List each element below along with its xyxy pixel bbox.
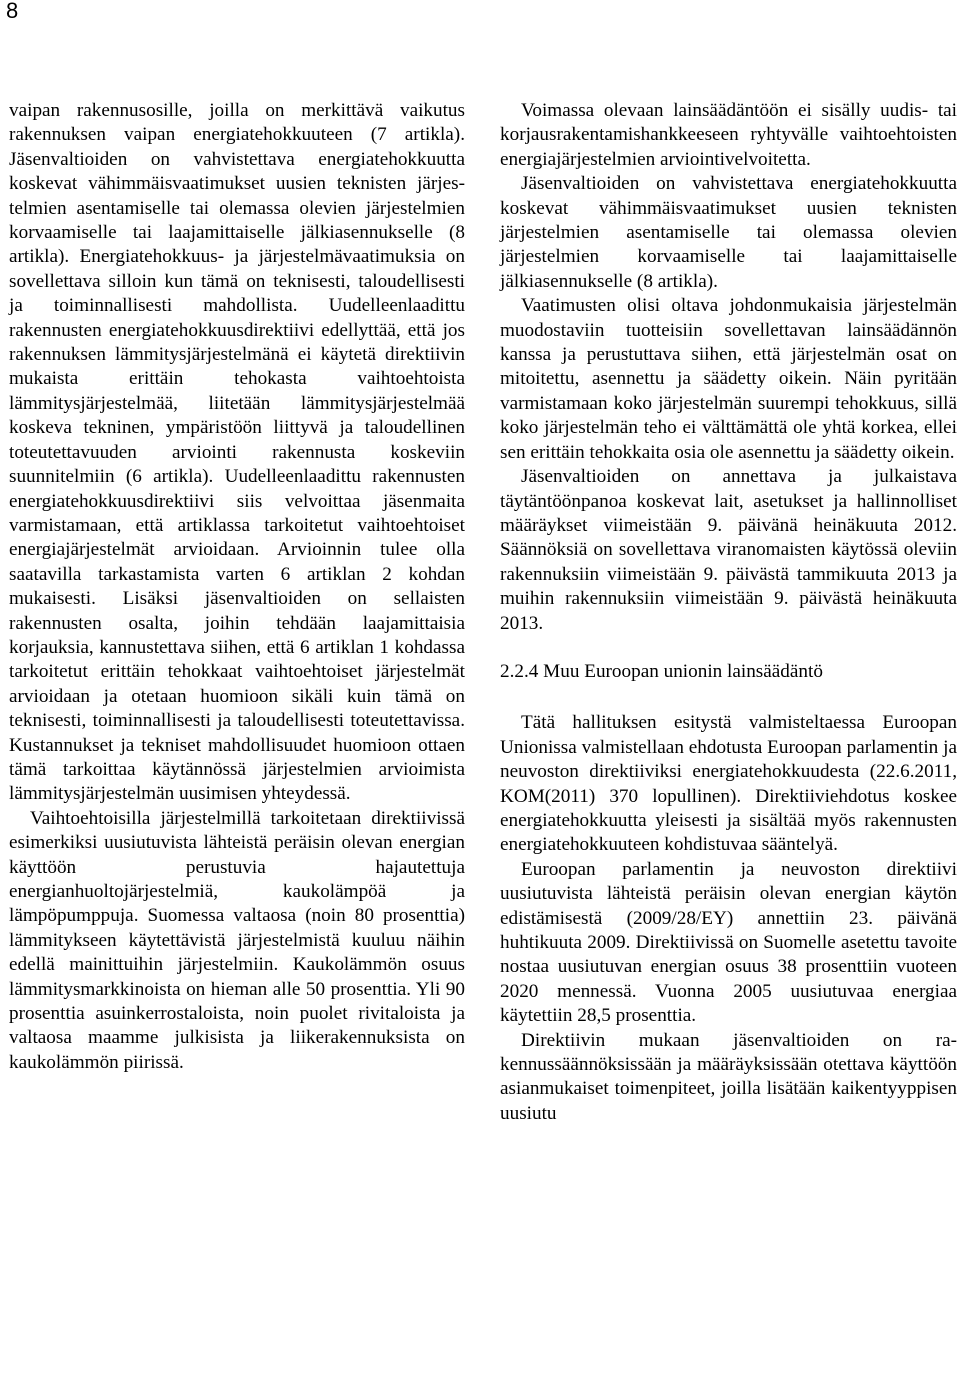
left-text-column (9, 99, 465, 1075)
body-paragraph: Tätä hallituksen esitystä valmisteltaessa Euroopan Unionissa valmistellaan ehdotusta Euroopan parlamentin ja neuvoston direktiiviksi energiatehokkuudesta (22.6.2011, KOM(2011) 370 lopullinen). Direktiiviehdotus koskee energiatehokkuutta yleisesti ja sisältää myös rakennusten energiatehokkuuteen kohdistuvaa sääntelyä. (500, 712, 957, 856)
body-paragraph: vaipan rakennusosille, joilla on merkittävä vaikutus rakennuksen vaipan energiatehokkuuteen (7 artikla). Jäsenvaltioiden on vahvistettava energiatehokkuutta koskevat vähimmäisvaatimukset uusien teknisten järjestelmien asentamiselle tai olemassa olevien järjestelmien korvaamiselle tai laajamittaiselle jälkiasennukselle (8 artikla). Energiatehokkuus- ja järjestelmävaatimuksia on sovellettava silloin kun tämä on teknisesti, taloudellisesti ja toiminnallisesti mahdollista. Uudelleenlaadittu rakennusten energiatehokkuusdirektiivi edellyttää, että jos rakennuksen lämmitysjärjestelmänä ei käytetä direktiivin mukaista erittäin tehokasta vaihtoehtoista lämmitysjärjestelmää, liitetään lämmitysjärjestelmää koskeva tekninen, ympäristöön liittyvä ja taloudellinen toteutettavuuden arviointi rakennusta koskeviin suunnitelmiin (6 artikla). Uudelleenlaadittu rakennusten energiatehokkuusdirektiivi siis velvoittaa jäsenmaita varmistamaan, että artiklassa tarkoitetut vaihtoehtoiset energiajärjestelmät arvioidaan. Arvioinnin tulee olla saatavilla tarkastamista varten 6 artiklan 2 kohdan mukaisesti. Lisäksi jäsenvaltioiden on sellaisten rakennusten osalta, joihin tehdään laajamittaisia korjauksia, kannustettava siihen, että 6 artiklan 1 kohdassa tarkoitetut erittäin tehokkaat vaihtoehtoiset järjestelmät arvioidaan ja otetaan huomioon sikäli kuin tämä on teknisesti, toiminnallisesti ja taloudellisesti toteutettavissa. Kustannukset ja tekniset mahdollisuudet huomioon ottaen tämä tarkoittaa käytännössä järjestelmien arvioimista lämmitysjärjestelmän uusimisen yhteydessä. (9, 100, 465, 805)
body-paragraph: Direktiivin mukaan jäsenvaltioiden on rakennussäännöksissään ja määräyksissään otettava käyttöön asianmukaiset toimenpiteet, joilla lisätään kaikentyyppisen uusiutu (500, 1029, 957, 1124)
right-text-column (500, 99, 957, 1126)
body-paragraph: Jäsenvaltioiden on annettava ja julkaistava täytäntöönpanoa koskevat lait, asetukset ja hallinnolliset määräykset viimeistään 9. päivänä heinäkuuta 2012. Säännöksiä on sovellettava viranomaisten käytössä oleviin rakennuksiin viimeistään 9. päivästä tammikuuta 2013 ja muihin rakennuksiin viimeistään 9. päivästä heinäkuuta 2013. (500, 466, 957, 634)
body-paragraph: Euroopan parlamentin ja neuvoston direktiivi uusiutuvista lähteistä peräisin olevan energian käytön edistämisestä (2009/28/EY) annettiin 23. päivänä huhtikuuta 2009. Direktiivissä on Suomelle asetettu tavoite nostaa uusiutuvan energian osuus 38 prosenttiin vuoteen 2020 mennessä. Vuonna 2005 uusiutuvaa energiaa käytettiin 28,5 prosenttia. (500, 858, 957, 1027)
body-paragraph: Vaihtoehtoisilla järjestelmillä tarkoitetaan direktiivissä esimerkiksi uusiutuvista lähteistä peräisin olevan energian käyttöön perustuvia hajautettuja energianhuoltojärjestelmiä, kaukolämpöä ja lämpöpumppuja. Suomessa valtaosa (noin 80 prosenttia) lämmitykseen käytettävistä järjestelmistä kuuluu näihin edellä mainittuihin järjestelmiin. Kaukolämmön osuus lämmitysmarkkinoista on hieman alle 50 prosenttia. Yli 90 prosenttia asuinkerrostaloista, noin puolet rivitaloista ja valtaosa maamme julkisista ja liikerakennuksista on kaukolämmön piirissä. (9, 807, 465, 1073)
page-number: 8 (6, 0, 19, 23)
body-paragraph: Vaatimusten olisi oltava johdonmukaisia järjestelmän muodostaviin tuotteisiin sovellettavan lainsäädännön kanssa ja perustuttava siihen, että järjestelmän osat on mitoitettu, asennettu ja säädetty oikein. Näin pyritään varmistamaan koko järjestelmän suurempi tehokkuus, sillä koko järjestelmän teho ei välttämättä ole yhtä korkea, ellei sen erittäin tehokkaita osia ole asennettu ja säädetty oikein. (500, 295, 957, 463)
body-paragraph: Voimassa olevaan lainsäädäntöön ei sisälly uudis- tai korjausrakentamishankkeeseen ryhtyvälle vaihtoehtoisten energiajärjestelmien arviointivelvoitetta. (500, 100, 957, 170)
section-heading: 2.2.4 Muu Euroopan unionin lainsäädäntö (500, 660, 823, 682)
body-paragraph: Jäsenvaltioiden on vahvistettava energiatehokkuutta koskevat vähimmäisvaatimukset uusien teknisten järjestelmien asentamiselle tai olemassa olevien järjestelmien korvaamiselle tai laajamittaiselle jälkiasennukselle (8 artikla). (500, 173, 957, 292)
